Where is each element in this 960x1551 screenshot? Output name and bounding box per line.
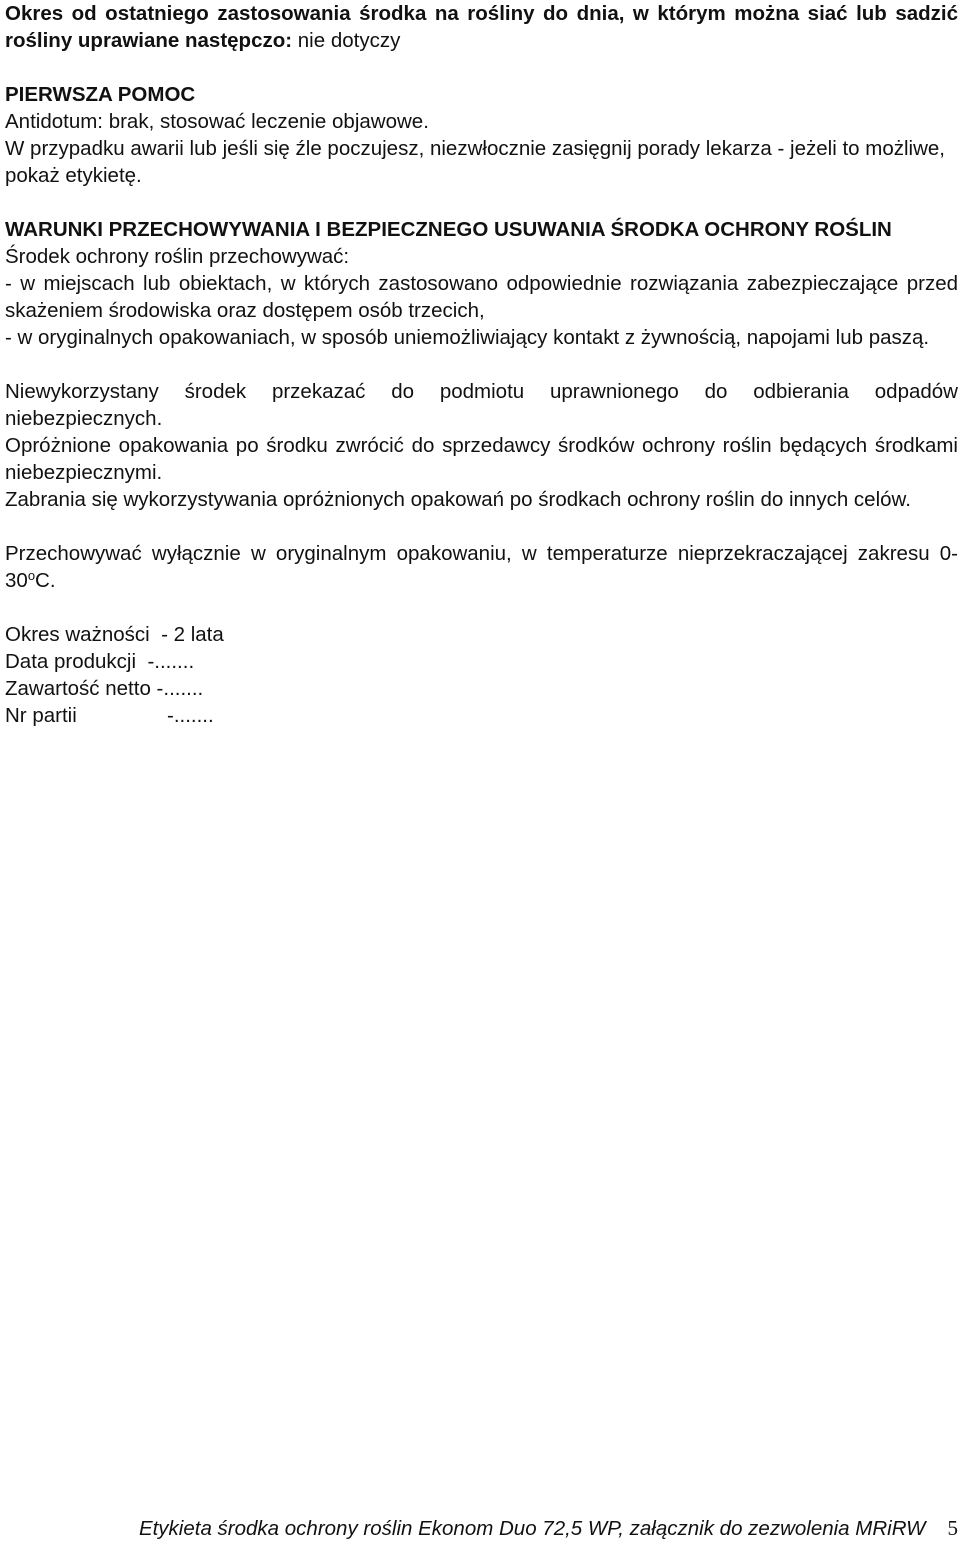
batch-number-value: -....... (167, 704, 214, 727)
footer-text: Etykieta środka ochrony roślin Ekonom Duo 72,5 WP, załącznik do zezwolenia MRiRW (138, 1517, 926, 1540)
spacer (5, 594, 958, 621)
production-date-line (5, 648, 958, 675)
temperature-text: Przechowywać wyłącznie w oryginalnym opakowaniu, w temperaturze nieprzekraczającej zakresu 0-30 (5, 542, 958, 592)
storage-intro: Środek ochrony roślin przechowywać: (5, 245, 350, 268)
temperature-paragraph (5, 540, 958, 594)
validity-line: Okres ważności - 2 lata (5, 623, 224, 646)
post-treatment-interval (5, 0, 958, 54)
spacer (5, 189, 958, 216)
first-aid-advice: W przypadku awarii lub jeśli się źle poczujesz, niezwłocznie zasięgnij porady lekarza - jeżeli to możliwe, pokaż etykietę. (5, 137, 945, 187)
spacer (5, 513, 958, 540)
disposal-paragraph-1: Niewykorzystany środek przekazać do podmiotu uprawnionego do odbierania odpadów niebezpiecznych. (5, 380, 958, 430)
storage-item-1: - w miejscach lub obiektach, w których zastosowano odpowiednie rozwiązania zabezpieczające przed skażeniem środowiska oraz dostępem osób trzecich, (5, 272, 958, 322)
disposal-paragraph-3: Zabrania się wykorzystywania opróżnionych opakowań po środkach ochrony roślin do innych celów. (5, 488, 911, 511)
page-footer (139, 1515, 958, 1542)
spacer (5, 351, 958, 378)
antidote-text: Antidotum: brak, stosować leczenie objawowe. (5, 110, 429, 133)
degree-sign: o (27, 568, 36, 583)
production-date-value: -....... (147, 650, 195, 673)
net-content-value: -....... (156, 677, 204, 700)
first-aid-heading: PIERWSZA POMOC (5, 83, 196, 106)
spacer (5, 54, 958, 81)
document-page (5, 0, 958, 729)
production-date-label: Data produkcji (5, 650, 148, 673)
temperature-unit: C. (35, 569, 56, 592)
net-content-label: Zawartość netto (5, 677, 157, 700)
interval-value: nie dotyczy (292, 29, 401, 52)
net-content-line (5, 675, 958, 702)
storage-item-2: - w oryginalnych opakowaniach, w sposób uniemożliwiający kontakt z żywnością, napojami lub paszą. (5, 326, 930, 349)
batch-number-label: Nr partii (5, 704, 77, 727)
disposal-paragraph-2: Opróżnione opakowania po środku zwrócić do sprzedawcy środków ochrony roślin będących środkami niebezpiecznymi. (5, 434, 958, 484)
storage-heading: WARUNKI PRZECHOWYWANIA I BEZPIECZNEGO USUWANIA ŚRODKA OCHRONY ROŚLIN (5, 218, 892, 241)
interval-label: Okres od ostatniego zastosowania środka na rośliny do dnia, w którym można siać lub sadzić rośliny uprawiane następczo: (5, 2, 958, 52)
batch-number-line (5, 702, 958, 729)
page-number: 5 (947, 1516, 958, 1540)
